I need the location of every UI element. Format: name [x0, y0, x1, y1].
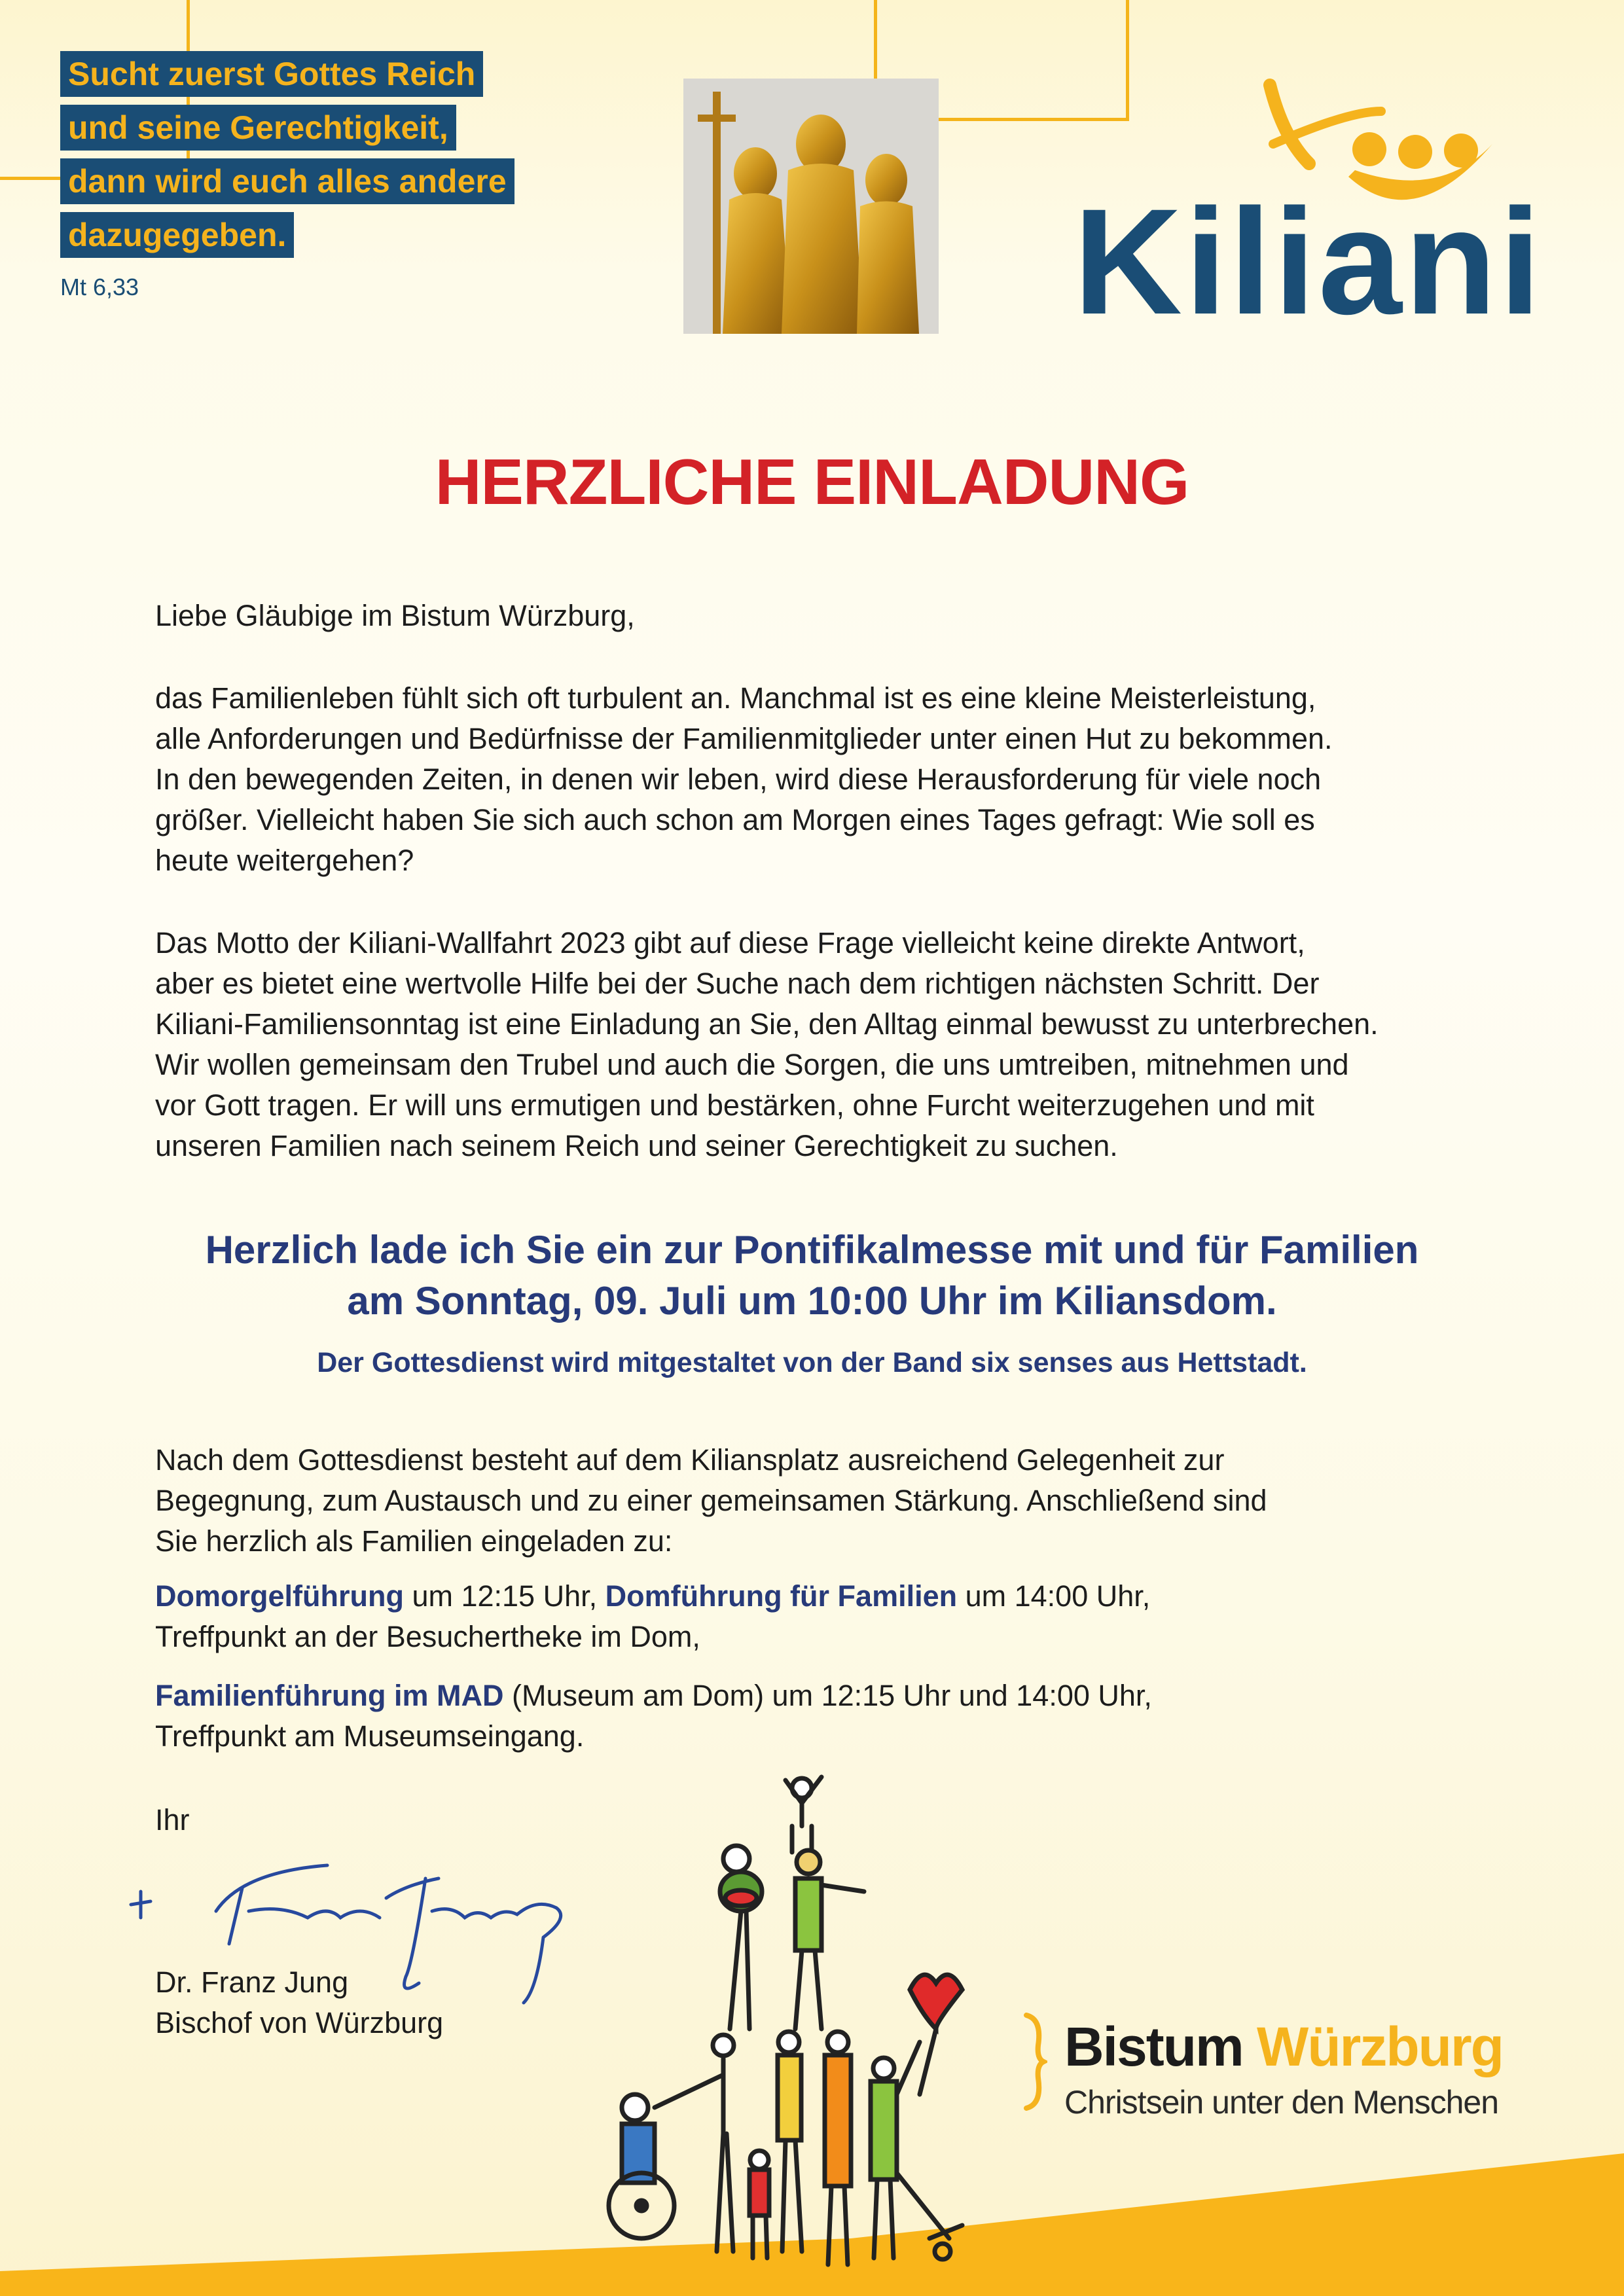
event-meeting-point: Treffpunkt am Museumseingang. — [155, 1719, 585, 1753]
kiliani-logo-text: Kiliani — [1074, 177, 1544, 346]
paragraph-line: größer. Vielleicht haben Sie sich auch schon am Morgen eines Tages gefragt: Wie soll es — [155, 803, 1315, 836]
wuerzburg-word: Würzburg — [1257, 2016, 1503, 2077]
paragraph-line: In den bewegenden Zeiten, in denen wir leben, wird diese Herausforderung für viele noch — [155, 762, 1322, 796]
signer-name: Dr. Franz Jung — [155, 1965, 349, 1999]
invitation-line-1: Herzlich lade ich Sie ein zur Pontifikalmesse mit und für Familien — [205, 1228, 1419, 1272]
page-title: HERZLICHE EINLADUNG — [435, 446, 1189, 518]
bistum-tagline: Christsein unter den Menschen — [1064, 2084, 1499, 2121]
event-time: um 12:15 Uhr, — [403, 1579, 605, 1613]
invitation-line-3: Der Gottesdienst wird mitgestaltet von der Band six senses aus Hettstadt. — [317, 1347, 1307, 1378]
event-name: Domorgelführung — [155, 1579, 404, 1613]
signer-role: Bischof von Würzburg — [155, 2006, 444, 2039]
event-name: Domführung für Familien — [605, 1579, 958, 1613]
bible-reference: Mt 6,33 — [60, 274, 139, 300]
event-name: Familienführung im MAD — [155, 1679, 504, 1712]
motto-line: Sucht zuerst Gottes Reich — [60, 51, 483, 97]
paragraph-line: vor Gott tragen. Er will uns ermutigen und bestärken, ohne Furcht weiterzugehen und mit — [155, 1088, 1314, 1122]
paragraph-line: Begegnung, zum Austausch und zu einer gemeinsamen Stärkung. Anschließend sind — [155, 1484, 1267, 1517]
event-time: (Museum am Dom) um 12:15 Uhr und 14:00 Uhr, — [503, 1679, 1152, 1712]
paragraph-line: alle Anforderungen und Bedürfnisse der Familienmitglieder unter einen Hut zu bekommen. — [155, 722, 1333, 755]
closing: Ihr — [155, 1803, 190, 1837]
bracket-icon — [1021, 2013, 1047, 2111]
motto-line: und seine Gerechtigkeit, — [60, 105, 456, 151]
motto-line: dazugegeben. — [60, 212, 294, 258]
paragraph-line: das Familienleben fühlt sich oft turbulent an. Manchmal ist es eine kleine Meisterleistung, — [155, 681, 1316, 715]
paragraph-line: aber es bietet eine wertvolle Hilfe bei der Suche nach dem richtigen nächsten Schritt. Der — [155, 967, 1320, 1000]
paragraph-line: Kiliani-Familiensonntag ist eine Einladung an Sie, den Alltag einmal bewusst zu unterbrechen. — [155, 1007, 1379, 1041]
greeting-text: Liebe Gläubige im Bistum Würzburg, — [155, 599, 635, 632]
event-time: um 14:00 Uhr, — [957, 1579, 1151, 1613]
motto-line: dann wird euch alles andere — [60, 158, 514, 204]
paragraph-line: heute weitergehen? — [155, 844, 414, 877]
family-pyramid-illustration — [596, 1767, 1001, 2291]
bistum-word: Bistum — [1064, 2016, 1243, 2077]
paragraph-line: Sie herzlich als Familien eingeladen zu: — [155, 1524, 673, 1558]
invitation-line-2: am Sonntag, 09. Juli um 10:00 Uhr im Kiliansdom. — [347, 1279, 1277, 1323]
paragraph-line: Das Motto der Kiliani-Wallfahrt 2023 gibt auf diese Frage vielleicht keine direkte Antwort, — [155, 926, 1305, 960]
paragraph-line: Nach dem Gottesdienst besteht auf dem Kiliansplatz ausreichend Gelegenheit zur — [155, 1443, 1225, 1477]
paragraph-line: unseren Familien nach seinem Reich und seiner Gerechtigkeit zu suchen. — [155, 1129, 1118, 1162]
event-meeting-point: Treffpunkt an der Besuchertheke im Dom, — [155, 1620, 700, 1653]
paragraph-line: Wir wollen gemeinsam den Trubel und auch die Sorgen, die uns umtreiben, mitnehmen und — [155, 1048, 1349, 1081]
bistum-title — [1064, 2016, 1503, 2077]
